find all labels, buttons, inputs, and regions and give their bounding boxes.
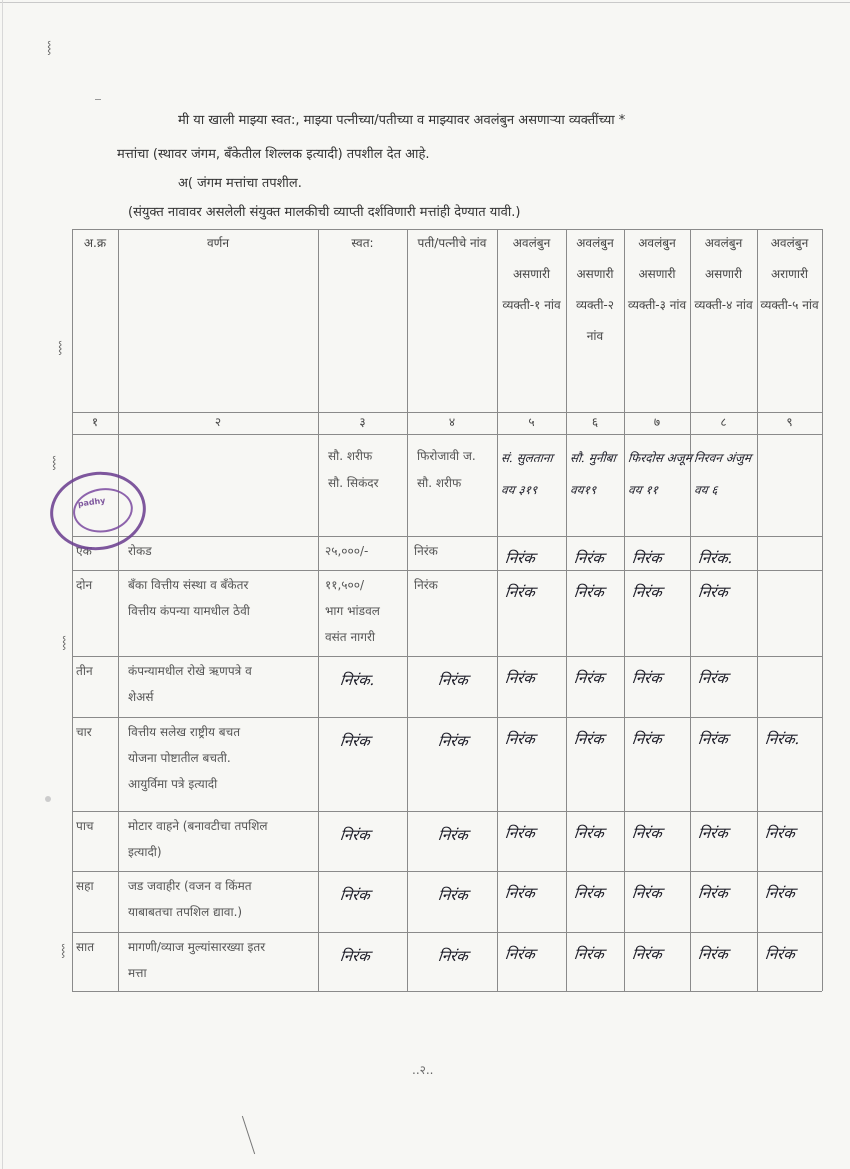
row-description: मागणी/व्याज मुल्यांसारख्या इतर — [128, 940, 266, 954]
dependent-value: निरंक — [764, 824, 796, 842]
self-value: निरंक — [339, 826, 371, 844]
self-value: निरंक — [339, 732, 371, 750]
handwritten-age: वय ११ — [627, 483, 659, 497]
handwritten-age: वय ६ — [693, 483, 719, 497]
spouse-value: निरंक — [437, 732, 469, 750]
table-row-line — [72, 811, 822, 812]
table-header-cell: अवलंबुन असणारी व्यक्ती-३ नांव — [627, 236, 687, 312]
handwritten-age: वय ३१९ — [500, 483, 538, 497]
dependent-value: निरंक — [697, 945, 729, 963]
dependent-value: निरंक — [504, 730, 536, 748]
punch-mark: ⸾ — [58, 340, 63, 354]
stamp-ring — [70, 484, 136, 536]
table-row-line — [72, 570, 822, 571]
table-row-line — [72, 656, 822, 657]
row-description: मोटार वाहने (बनावटीचा तपशिल — [128, 819, 268, 833]
dependent-value: निरंक — [573, 824, 605, 842]
page-number: ..२.. — [412, 1063, 434, 1077]
column-number: १ — [91, 415, 99, 429]
column-number: ९ — [786, 415, 793, 429]
typed-name: सौ. शरीफ — [417, 476, 462, 490]
row-serial: सहा — [76, 879, 94, 893]
dependent-value: निरंक — [573, 945, 605, 963]
dependent-value: निरंक — [697, 884, 729, 902]
row-description: वित्तीय सलेख राष्ट्रीय बचत — [128, 725, 241, 739]
table-column-line — [407, 229, 408, 991]
handwritten-name: सं. सुलताना — [500, 451, 554, 465]
self-value: निरंक — [339, 886, 371, 904]
dependent-value: निरंक — [504, 583, 536, 601]
spouse-value: निरंक — [437, 947, 469, 965]
table-column-line — [72, 229, 73, 991]
column-number: ७ — [653, 415, 661, 429]
row-description: इत्यादी) — [128, 845, 162, 859]
dependent-value: निरंक — [631, 730, 663, 748]
row-serial: दोन — [76, 578, 93, 592]
dependent-value: निरंक — [697, 669, 729, 687]
table-column-line — [690, 229, 691, 991]
row-description: वित्तीय कंपन्या यामधील ठेवी — [128, 604, 250, 618]
table-column-line — [497, 229, 498, 991]
punch-mark: ⸾ — [62, 635, 67, 649]
column-number: ६ — [591, 415, 599, 429]
table-header-cell: वर्णन — [206, 236, 229, 250]
dependent-value: निरंक — [631, 884, 663, 902]
dependent-value: निरंक. — [697, 549, 734, 567]
handwritten-name: फिरदोस अजूम — [627, 451, 693, 465]
table-header-cell: पती/पत्नीचे नांव — [417, 236, 487, 250]
table-column-line — [624, 229, 625, 991]
dependent-value: निरंक — [697, 583, 729, 601]
table-row-line — [72, 871, 822, 872]
self-value: भाग भांडवल — [325, 604, 380, 618]
table-row-line — [72, 536, 822, 537]
typed-name: सौ. सिकंदर — [328, 476, 379, 490]
typed-name: फिरोजावी ज. — [417, 449, 476, 463]
self-value: निरंक — [339, 947, 371, 965]
dependent-value: निरंक — [631, 583, 663, 601]
row-description: योजना पोष्टातील बचती. — [128, 751, 231, 765]
dependent-value: निरंक — [697, 824, 729, 842]
row-description: रोकड — [128, 544, 152, 558]
table-header-cell: अवलंबुन असणारी व्यक्ती-१ नांव — [502, 236, 561, 312]
dependent-value: निरंक — [504, 824, 536, 842]
dependent-value: निरंक — [631, 669, 663, 687]
dependent-value: निरंक — [573, 583, 605, 601]
dependent-value: निरंक — [573, 549, 605, 567]
row-serial: तीन — [76, 664, 93, 678]
row-description: जड जवाहीर (वजन व किंमत — [128, 879, 252, 893]
dependent-value: निरंक. — [764, 730, 801, 748]
column-number: ८ — [720, 415, 727, 429]
dependent-value: निरंक — [504, 945, 536, 963]
self-value: वसंत नागरी — [325, 630, 375, 644]
row-description: याबाबतचा तपशिल द्यावा.) — [128, 905, 243, 919]
table-header-cell: अवलंबुन असणारी व्यक्ती-२ नांव — [575, 236, 614, 343]
handwritten-age: वय१९ — [569, 483, 597, 497]
section-heading: अ( जंगम मत्तांचा तपशील. — [178, 176, 302, 191]
table-row-line — [72, 434, 822, 435]
handwritten-name: सौ. मुनीबा — [569, 451, 617, 465]
dependent-value: निरंक — [764, 884, 796, 902]
column-number: ४ — [448, 415, 456, 429]
page-edge-top — [0, 2, 850, 3]
table-column-line — [822, 229, 823, 991]
dependent-value: निरंक — [631, 945, 663, 963]
row-serial: चार — [76, 725, 92, 739]
dependent-value: निरंक — [504, 549, 536, 567]
self-value: निरंक. — [339, 671, 376, 689]
table-column-line — [566, 229, 567, 991]
spouse-value: निरंक — [437, 826, 469, 844]
table-row-line — [72, 717, 822, 718]
handwritten-name: निरवन अंजुम — [693, 451, 752, 465]
typed-name: सौ. शरीफ — [328, 449, 373, 463]
hole-mark — [45, 796, 51, 802]
punch-mark: ⸾ — [52, 455, 57, 469]
table-row-line — [72, 991, 822, 992]
dependent-value: निरंक — [504, 884, 536, 902]
punch-mark: ⸾ — [61, 943, 66, 957]
dependent-value: निरंक — [573, 669, 605, 687]
stamp-text: padhy — [77, 495, 106, 509]
table-row-line — [72, 932, 822, 933]
stray-mark — [95, 99, 101, 100]
table-header-cell: अवलंबुन अराणारी व्यक्ती-५ नांव — [760, 236, 819, 312]
intro-line-2: मत्तांचा (स्थावर जंगम, बॅंकेतील शिल्लक इत्यादी) तपशील देत आहे. — [117, 147, 430, 162]
spouse-value: निरंक — [437, 886, 469, 904]
table-header-cell: अ.क्र — [83, 236, 107, 250]
spouse-value: निरंक — [437, 671, 469, 689]
column-number: ५ — [528, 415, 535, 429]
column-number: ३ — [359, 415, 366, 429]
row-description: बॅंका वित्तीय संस्था व बॅंकेतर — [128, 578, 249, 592]
dependent-value: निरंक — [573, 730, 605, 748]
dependent-value: निरंक — [504, 669, 536, 687]
dependent-value: निरंक — [573, 884, 605, 902]
dependent-value: निरंक — [631, 824, 663, 842]
row-description: मत्ता — [128, 966, 147, 980]
column-number: २ — [214, 415, 222, 429]
self-value: ११,५००/ — [325, 578, 365, 592]
page-edge-left — [2, 0, 3, 1169]
pen-scratch — [242, 1116, 255, 1154]
spouse-value: निरंक — [414, 578, 438, 592]
row-description: आयुर्विमा पत्रे इत्यादी — [128, 777, 218, 791]
table-column-line — [318, 229, 319, 991]
punch-mark: ⸾ — [47, 40, 52, 54]
dependent-value: निरंक — [631, 549, 663, 567]
row-description: कंपन्यामधील रोखे ऋणपत्रे व — [128, 664, 252, 678]
table-header-cell: अवलंबुन असणारी व्यक्ती-४ नांव — [694, 236, 753, 312]
table-column-line — [118, 229, 119, 991]
row-serial: पाच — [76, 819, 94, 833]
self-value: २५,०००/- — [325, 544, 369, 558]
row-serial: एक — [76, 544, 92, 558]
spouse-value: निरंक — [414, 544, 438, 558]
table-header-cell: स्वत: — [351, 236, 374, 250]
row-serial: सात — [76, 940, 95, 954]
intro-line-1: मी या खाली माझ्या स्वत:, माझ्या पत्नीच्या/पतीच्या व माझ्यावर अवलंबुन असणाऱ्या व्यक्तींच्या * — [178, 113, 626, 128]
row-description: शेअर्स — [128, 690, 154, 704]
dependent-value: निरंक — [764, 945, 796, 963]
intro-note: (संयुक्त नावावर असलेली संयुक्त मालकीची व्याप्ती दर्शविणारी मत्तांही देण्यात यावी.) — [128, 205, 521, 220]
dependent-value: निरंक — [697, 730, 729, 748]
table-column-line — [757, 229, 758, 991]
